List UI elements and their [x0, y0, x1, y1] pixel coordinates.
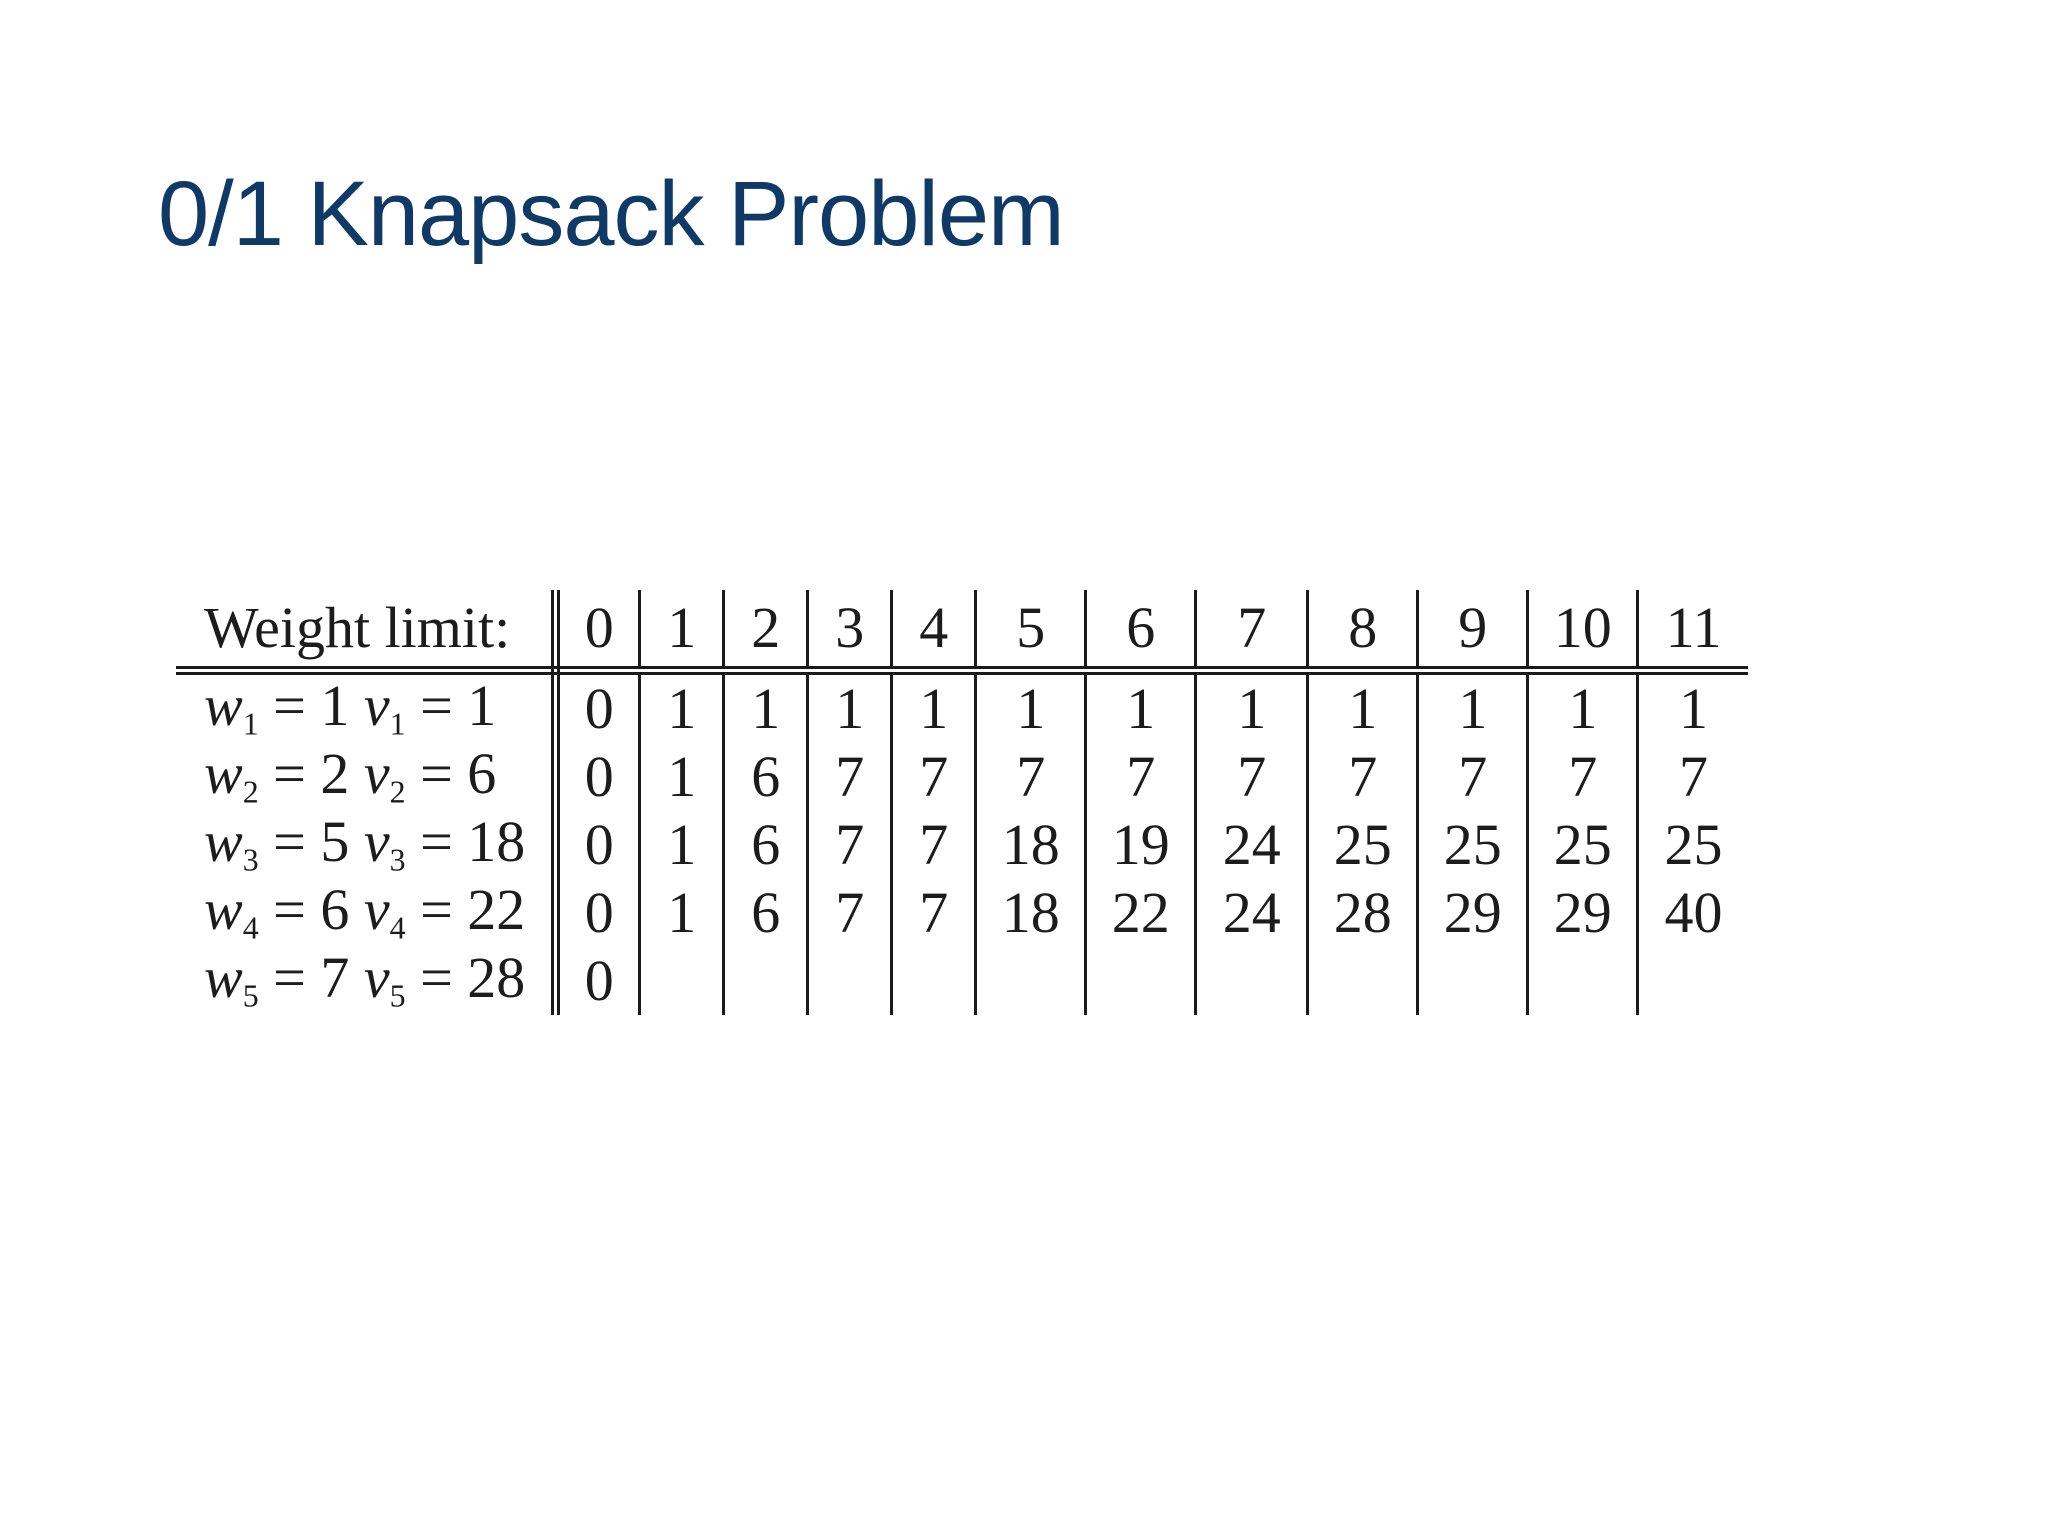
equals-sign: = — [258, 741, 321, 807]
dp-cell: 1 — [640, 879, 724, 947]
dp-cell — [1196, 947, 1308, 1015]
dp-cell: 1 — [808, 671, 892, 744]
weight-symbol: w — [204, 809, 243, 875]
dp-cell: 25 — [1528, 811, 1638, 879]
weight-value: 2 — [320, 741, 350, 807]
dp-cell — [1418, 947, 1528, 1015]
dp-cell: 24 — [1196, 811, 1308, 879]
dp-cell: 7 — [892, 743, 976, 811]
dp-cell: 6 — [724, 743, 808, 811]
value-symbol: v — [363, 741, 390, 807]
item-label — [176, 671, 556, 744]
dp-cell: 1 — [1308, 671, 1418, 744]
dp-cell: 6 — [724, 811, 808, 879]
dp-cell: 1 — [640, 743, 724, 811]
capacity-header: 3 — [808, 590, 892, 671]
dp-cell: 7 — [976, 743, 1086, 811]
value-value: 28 — [467, 945, 526, 1011]
dp-cell: 1 — [892, 671, 976, 744]
value-subscript: 4 — [389, 910, 406, 946]
item-row — [176, 879, 1748, 947]
dp-cell: 18 — [976, 879, 1086, 947]
dp-cell: 28 — [1308, 879, 1418, 947]
dp-cell: 7 — [808, 879, 892, 947]
dp-cell — [808, 947, 892, 1015]
equals-sign: = — [405, 945, 468, 1011]
capacity-header: 8 — [1308, 590, 1418, 671]
weight-subscript: 1 — [242, 706, 259, 742]
dp-cell: 6 — [724, 879, 808, 947]
item-label — [176, 879, 556, 947]
value-value: 1 — [467, 673, 497, 739]
dp-cell — [1308, 947, 1418, 1015]
capacity-header: 10 — [1528, 590, 1638, 671]
value-symbol: v — [363, 945, 390, 1011]
equals-sign: = — [405, 877, 468, 943]
dp-cell: 24 — [1196, 879, 1308, 947]
value-value: 18 — [467, 809, 526, 875]
value-subscript: 2 — [389, 774, 406, 810]
dp-cell: 25 — [1638, 811, 1748, 879]
dp-cell — [1528, 947, 1638, 1015]
dp-cell: 1 — [724, 671, 808, 744]
dp-cell: 18 — [976, 811, 1086, 879]
weight-subscript: 5 — [242, 978, 259, 1014]
capacity-header: 4 — [892, 590, 976, 671]
value-symbol: v — [363, 673, 390, 739]
knapsack-table-container — [176, 590, 1748, 1015]
dp-cell: 19 — [1086, 811, 1196, 879]
item-row — [176, 743, 1748, 811]
item-row — [176, 947, 1748, 1015]
dp-cell: 25 — [1308, 811, 1418, 879]
value-subscript: 5 — [389, 978, 406, 1014]
dp-cell: 1 — [1638, 671, 1748, 744]
dp-cell: 7 — [1528, 743, 1638, 811]
dp-cell: 0 — [584, 812, 614, 877]
capacity-header-row — [176, 590, 1748, 671]
dp-cell: 7 — [892, 879, 976, 947]
item-label — [176, 743, 556, 811]
capacity-header: 7 — [1196, 590, 1308, 671]
equals-sign: = — [405, 809, 468, 875]
weight-subscript: 4 — [242, 910, 259, 946]
equals-sign: = — [258, 809, 321, 875]
dp-cell: 1 — [640, 671, 724, 744]
dp-cell: 1 — [640, 811, 724, 879]
dp-cell: 1 — [1086, 671, 1196, 744]
dp-cell: 1 — [1528, 671, 1638, 744]
dp-cell: 22 — [1086, 879, 1196, 947]
equals-sign: = — [258, 945, 321, 1011]
item-row — [176, 671, 1748, 744]
dp-cell — [724, 947, 808, 1015]
dp-cell: 25 — [1418, 811, 1528, 879]
weight-symbol: w — [204, 673, 243, 739]
weight-value: 6 — [320, 877, 350, 943]
weight-limit-label: Weight limit: — [176, 590, 556, 671]
capacity-header: 2 — [724, 590, 808, 671]
weight-value: 1 — [320, 673, 350, 739]
equals-sign: = — [258, 877, 321, 943]
equals-sign: = — [405, 741, 468, 807]
slide-title: 0/1 Knapsack Problem — [158, 163, 1064, 265]
dp-cell — [892, 947, 976, 1015]
dp-cell: 1 — [976, 671, 1086, 744]
capacity-header: 5 — [976, 590, 1086, 671]
capacity-header: 11 — [1638, 590, 1748, 671]
item-row — [176, 811, 1748, 879]
weight-value: 5 — [320, 809, 350, 875]
dp-cell — [1638, 947, 1748, 1015]
capacity-header: 6 — [1086, 590, 1196, 671]
weight-symbol: w — [204, 741, 243, 807]
weight-subscript: 2 — [242, 774, 259, 810]
dp-cell: 40 — [1638, 879, 1748, 947]
dp-cell — [640, 947, 724, 1015]
dp-cell: 29 — [1418, 879, 1528, 947]
dp-cell — [976, 947, 1086, 1015]
dp-cell: 7 — [1418, 743, 1528, 811]
dp-cell: 7 — [1638, 743, 1748, 811]
value-subscript: 3 — [389, 842, 406, 878]
dp-cell: 7 — [1196, 743, 1308, 811]
item-label — [176, 947, 556, 1015]
dp-cell: 7 — [1086, 743, 1196, 811]
value-value: 22 — [467, 877, 526, 943]
capacity-header: 9 — [1418, 590, 1528, 671]
dp-cell: 7 — [892, 811, 976, 879]
capacity-header: 1 — [640, 590, 724, 671]
weight-value: 7 — [320, 945, 350, 1011]
dp-cell — [1086, 947, 1196, 1015]
dp-cell: 0 — [584, 744, 614, 809]
dp-cell: 0 — [584, 880, 614, 945]
value-symbol: v — [363, 809, 390, 875]
dp-cell: 0 — [584, 676, 614, 741]
dp-cell: 7 — [1308, 743, 1418, 811]
dp-cell: 7 — [808, 743, 892, 811]
weight-subscript: 3 — [242, 842, 259, 878]
weight-symbol: w — [204, 877, 243, 943]
knapsack-dp-table — [176, 590, 1748, 1015]
dp-cell: 1 — [1196, 671, 1308, 744]
weight-symbol: w — [204, 945, 243, 1011]
value-subscript: 1 — [389, 706, 406, 742]
capacity-header: 0 — [556, 590, 640, 671]
item-label — [176, 811, 556, 879]
dp-cell: 7 — [808, 811, 892, 879]
value-symbol: v — [363, 877, 390, 943]
value-value: 6 — [467, 741, 497, 807]
equals-sign: = — [258, 673, 321, 739]
dp-cell: 29 — [1528, 879, 1638, 947]
dp-cell: 1 — [1418, 671, 1528, 744]
dp-cell: 0 — [584, 948, 614, 1013]
equals-sign: = — [405, 673, 468, 739]
